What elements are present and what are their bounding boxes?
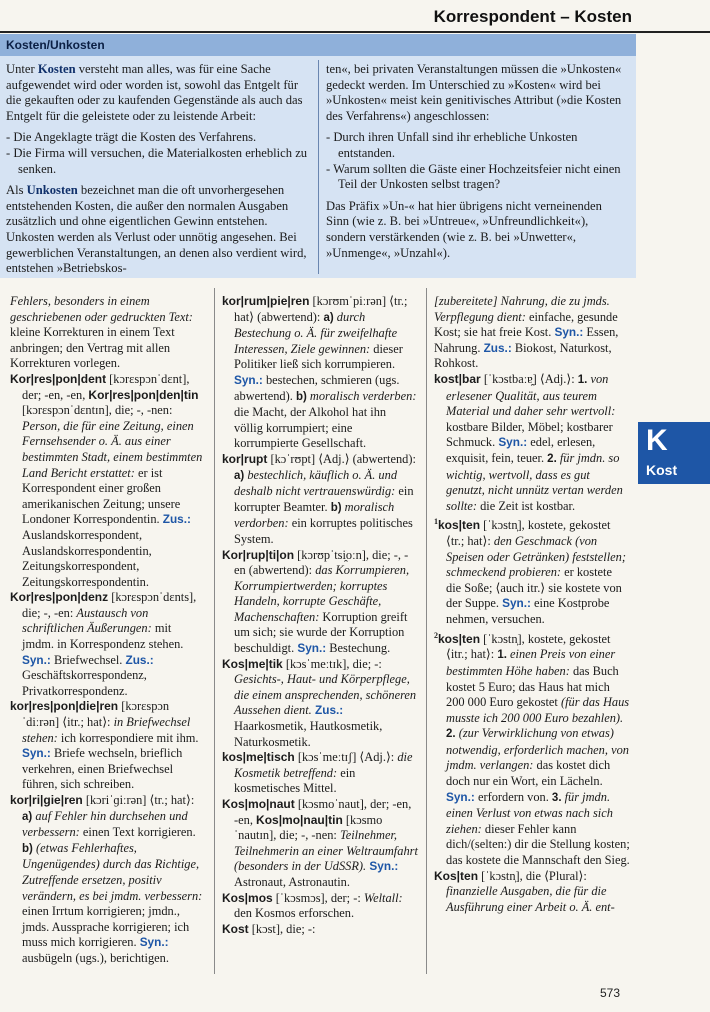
headword: Kost xyxy=(222,921,249,936)
headword: Kos|mo|nau|tin xyxy=(256,812,343,827)
page-number: 573 xyxy=(600,986,621,1000)
entry-continuation: [zubereitete] Nahrung, die zu jmds. Verpflegung dient: einfache, gesunde Kost; sie hat freie Kost. Syn.: Essen, Nahrung. Zus.: Biokost, Naturkost, Rohkost. xyxy=(434,294,619,371)
example-item: - Warum sollten die Gäste einer Hochzeitsfeier nicht einen Teil der Unkosten selbst tragen? xyxy=(326,161,621,192)
synonym-label: Syn.: xyxy=(502,596,531,611)
infobox-paragraph: Als Unkosten bezeichnet man die oft unvorhergesehen entstehenden Kosten, die außer den normalen Ausgaben zusätzlich und ohne eigentlichen Gewinn entstehen. Unkosten werden als Verlust oder unnötig angesehen. Bei gewerblichen Veranstaltungen, an denen also verdient wird, entstehen »Betriebskos- xyxy=(6,183,307,276)
headword: Kos|mos xyxy=(222,890,273,905)
headword: Kor|res|pon|dent xyxy=(10,371,107,386)
synonym-label: Syn.: xyxy=(554,325,584,340)
column-rule xyxy=(426,288,427,974)
infobox-paragraph: Unter Kosten versteht man alles, was für eine Sache aufgewendet wird oder worden ist, sowohl das Entgelt für die gekauften oder zu kaufenden Gegenstände als auch das Entgelt für die geleistete oder zu leistende Arbeit: xyxy=(6,62,303,123)
dictionary-entry: kost|bar [ˈkɔstbaːɐ̯] ⟨Adj.⟩: 1. von erlesener Qualität, aus teurem Material und daher sehr wertvoll: kostbare Bilder, Möbel; kostbarer Schmuck. Syn.: edel, erlesen, exquisit, fein, teuer. 2. für jmdn. so wichtig, wertvoll, dass es gut genutzt, nicht unnütz vertan werden sollte: die Zeit ist kostbar. xyxy=(434,371,623,513)
infobox-paragraph: Das Präfix »Un-« hat hier übrigens nicht verneinenden Sinn (wie z. B. bei »Untreue«, »Unfreundlichkeit«), sondern verstärkenden (wie z. B. bei »Unwetter«, »Unmenge«, »Unzahl«). xyxy=(326,198,602,260)
infobox-right-column xyxy=(326,62,628,267)
example-item: - Durch ihren Unfall sind ihr erhebliche Unkosten entstanden. xyxy=(326,130,578,160)
dictionary-entry: Kos|mos [ˈkɔsmɔs], der; -: Weltall: den Kosmos erforschen. xyxy=(222,890,403,921)
headword: kor|ri|gie|ren xyxy=(10,793,83,807)
dictionary-entry: Kos|me|tik [kɔsˈmeːtɪk], die; -: Gesichts-, Haut- und Körperpflege, die einem ansprechenden, schöneren Aussehen dient. Zus.: Haarkosmetik, Hautkosmetik, Naturkosmetik. xyxy=(222,656,417,749)
synonym-label: Syn.: xyxy=(498,435,528,450)
usage-infobox xyxy=(0,34,636,278)
headword: kos|me|tisch xyxy=(222,750,295,765)
dictionary-entry: kos|me|tisch [kɔsˈmeːtɪʃ] ⟨Adj.⟩: die Kosmetik betreffend: ein kosmetisches Mittel. xyxy=(222,750,413,796)
headword: Kor|res|pon|denz xyxy=(10,590,109,605)
thumb-index-word: Kost xyxy=(646,462,678,478)
headword: Kor|rup|ti|on xyxy=(222,547,295,562)
headword: kos|ten xyxy=(438,518,481,533)
dictionary-entry: Kor|rup|ti|on [kɔrʊpˈtsi̯oːn], die; -, -en (abwertend): das Korrumpieren, Korrumpiertwerden; korruptes Handeln, korrupte Geschäfte, Machenschaften: Korruption greift um sich; sie wurde der Korruption beschuldigt. Syn.: Bestechung. xyxy=(222,547,410,656)
dictionary-entry: Kor|res|pon|dent [kɔrɛspɔnˈdɛnt], der; -en, -en, Kor|res|pon|den|tin [kɔrɛspɔnˈdɛntɪn], die; -, -nen: Person, die für eine Zeitung, einen Fernsehsender o. Ä. aus einer bestimmten Stadt, einem bestimmten Land Bericht erstattet: er ist Korrespondent einer großen amerikanischen Zeitung; unsere Londoner Korrespondentin. Zus.: Auslandskorrespondent, Auslandskorrespondentin, Zeitungskorrespondent, Zeitungskorrespondentin. xyxy=(10,371,203,589)
synonym-label: Syn.: xyxy=(22,652,51,667)
synonym-label: Syn.: xyxy=(366,859,399,874)
dictionary-entry: kor|ri|gie|ren [kɔriˈɡiːrən] ⟨tr.; hat⟩: a) auf Fehler hin durchsehen und verbessern: einen Text korrigieren. b) (etwas Fehlerhaftes, Ungenügendes) durch das Richtige, Zutreffende ersetzen, positiv verändern, es bei jmdm. verbessern: einen Irrtum korrigieren; jmdn., jmds. Aussprache korrigieren; ich muss mich korrigieren. Syn.: ausbügeln (ugs.), berichtigen. xyxy=(10,793,203,965)
compound-label: Zus.: xyxy=(483,340,512,355)
headword: Kor|res|pon|den|tin xyxy=(88,387,199,402)
infobox-paragraph: ten«, bei privaten Veranstaltungen müssen die »Unkosten« gedeckt werden. Im Unterschied zu »Kosten« wird bei »Unkosten« meist kein genitivisches Attribut (»die Kosten des Verfahrens«) angeschlossen: xyxy=(326,62,622,123)
dictionary-column-3 xyxy=(434,294,630,915)
dictionary-entry: $^1$kos|ten [ˈkɔstn̩], kostete, gekostet ⟨tr.; hat⟩: den Geschmack (von Speisen oder Getränken) feststellen; schmeckend probieren: er kostete die Soße; ⟨auch itr.⟩ sie kostete von der Suppe. Syn.: eine Kostprobe nehmen, versuchen. xyxy=(434,517,626,626)
dictionary-column-2 xyxy=(222,294,418,937)
infobox-left-column xyxy=(6,62,308,283)
example-list xyxy=(326,130,628,192)
headword: Kos|me|tik xyxy=(222,656,283,671)
compound-label: Zus.: xyxy=(125,652,154,667)
synonym-label: Syn.: xyxy=(446,789,475,804)
dictionary-entry: Kor|res|pon|denz [kɔrɛspɔnˈdɛnts], die; -, -en: Austausch von schriftlichen Äußerungen: mit jmdm. in Korrespondenz stehen. Syn.: Briefwechsel. Zus.: Geschäftskorrespondenz, Privatkorrespondenz. xyxy=(10,590,197,698)
example-list xyxy=(6,130,308,177)
headword: kor|rupt xyxy=(222,451,268,466)
headword: Kos|mo|naut xyxy=(222,797,295,811)
infobox-heading-bar xyxy=(0,34,636,56)
header-rule xyxy=(0,31,710,33)
page-title: Korrespondent – Kosten xyxy=(433,7,632,26)
thumb-index-tab xyxy=(638,422,710,484)
infobox-heading: Kosten/Unkosten xyxy=(6,38,105,52)
compound-label: Zus.: xyxy=(311,703,344,718)
running-header xyxy=(0,0,710,34)
example-item: - Die Firma will versuchen, die Materialkosten erheblich zu senken. xyxy=(6,145,308,176)
dictionary-entry: Kos|mo|naut [kɔsmoˈnaut], der; -en, -en, Kos|mo|nau|tin [kɔsmoˈnautɪn], die; -, -nen: Teilnehmer, Teilnehmerin an einer Weltraumfahrt (besonders in der UdSSR). Syn.: Astronaut, Astronautin. xyxy=(222,797,418,889)
dictionary-column-1 xyxy=(10,294,206,967)
dictionary-entry: kor|res|pon|die|ren [kɔrɛspɔnˈdiːrən] ⟨itr.; hat⟩: in Briefwechsel stehen: ich korrespondiere mit ihm. Syn.: Briefe wechseln, brieflich verkehren, einen Briefwechsel führen, sich schreiben. xyxy=(10,699,199,792)
keyword: Kosten xyxy=(37,62,76,76)
headword: kor|rum|pie|ren xyxy=(222,294,310,308)
headword: kost|bar xyxy=(434,371,481,386)
synonym-label: Syn.: xyxy=(297,641,327,656)
synonym-label: Syn.: xyxy=(139,935,169,950)
dictionary-entry: kor|rum|pie|ren [kɔrʊmˈpiːrən] ⟨tr.; hat⟩ (abwertend): a) durch Bestechung o. Ä. für zweifelhafte Interessen, Ziele gewinnen: dieser Politiker ließ sich korrumpieren. Syn.: bestechen, schmieren (ugs. abwertend). b) moralisch verderben: die Macht, der Alkohol hat ihn völlig korrumpiert; eine korrumpierte Gesellschaft. xyxy=(222,294,417,451)
dictionary-entry: $^2$kos|ten [ˈkɔstn̩], kostete, gekostet ⟨itr.; hat⟩: 1. einen Preis von einer bestimmten Höhe haben: das Buch kostet 5 Euro; das Haus hat mich 200 000 Euro gekostet (für das Haus musste ich 200 000 Euro bezahlen). 2. (zur Verwirklichung von etwas) notwendig, erforderlich machen, von jmdm. verlangen: das kostet dich doch nur ein Wort, ein Lächeln. Syn.: erfordern von. 3. für jmdn. einen Verlust von etwas nach sich ziehen: dieser Fehler kann dich/(selten:) dir die Stellung kosten; das kostete die Mannschaft den Sieg. xyxy=(434,630,630,868)
infobox-column-divider xyxy=(318,60,319,274)
example-item: - Die Angeklagte trägt die Kosten des Verfahrens. xyxy=(6,130,257,145)
homograph-number: 1 xyxy=(434,517,438,527)
headword: Kos|ten xyxy=(434,868,479,883)
synonym-label: Syn.: xyxy=(234,372,263,387)
column-rule xyxy=(214,288,215,974)
keyword: Unkosten xyxy=(26,183,78,198)
headword: kos|ten xyxy=(438,631,481,646)
thumb-index-letter: K xyxy=(646,424,668,457)
entry-continuation: Fehlers, besonders in einem geschriebenen oder gedruckten Text: kleine Korrekturen in einem Text anbringen; den Vertrag mit allen Korrekturen vorlegen. xyxy=(10,294,193,371)
dictionary-entry: kor|rupt [kɔˈrʊpt] ⟨Adj.⟩ (abwertend): a) bestechlich, käuflich o. Ä. und deshalb nicht vertrauenswürdig: ein korrupter Beamter. b) moralisch verdorben: ein korruptes politisches System. xyxy=(222,451,416,546)
dictionary-entry: Kost [kɔst], die; -: xyxy=(222,921,316,936)
homograph-number: 2 xyxy=(434,630,438,640)
headword: kor|res|pon|die|ren xyxy=(10,699,119,714)
dictionary-entry: Kos|ten [ˈkɔstn̩], die ⟨Plural⟩: finanzielle Ausgaben, die für die Ausführung einer Arbeit o. Ä. ent- xyxy=(434,868,615,914)
synonym-label: Syn.: xyxy=(22,746,51,761)
compound-label: Zus.: xyxy=(162,512,191,527)
